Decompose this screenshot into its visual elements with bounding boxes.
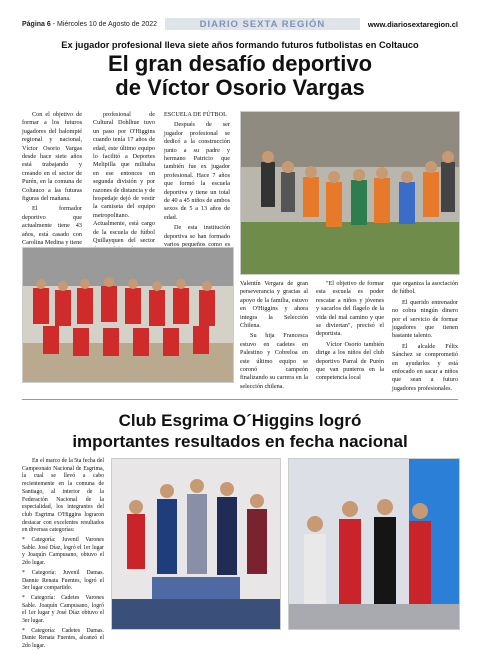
paragraph: Víctor Osorio también dirige a los niños del club deportivo Parral de Purén que van punteros en la competencia local [316, 340, 384, 382]
date-line: - Miércoles 10 de Agosto de 2022 [52, 20, 158, 28]
page-header [22, 13, 458, 35]
article1-column-6 [392, 280, 458, 393]
headline-line-2: de Víctor Osorio Vargas [115, 75, 365, 100]
paragraph: El querido entrenador no cobra ningún dinero por el servicio de formar jugadores que tienen bastante talento. [392, 298, 458, 340]
fencing-podium-photo [111, 458, 281, 630]
fencing-medalists-photo-image [289, 459, 459, 629]
team-photo-top [240, 111, 460, 275]
article1-column-3 [164, 111, 230, 258]
result-item: * Categoría: Juvenil Damas. Dannie Renata Fuentes, logró el 3er lugar compartido. [22, 569, 104, 592]
fencing-medalists-photo [288, 458, 460, 630]
paragraph: que organiza la asociación de fútbol. [392, 280, 458, 296]
masthead-band [165, 18, 360, 30]
headline-line-1: Club Esgrima O´Higgins logró [118, 411, 362, 430]
article1-column-2 [93, 111, 155, 254]
paragraph: El formador deportivo que actualmente tiene 43 años, está casado con Carolina Medina y tiene [22, 205, 82, 247]
paragraph: De esta institución deportiva se han formado varios pequeños como es [164, 224, 230, 249]
paragraph: El alcalde Félix Sánchez se comprometió en ayudarlos y está enfocado en sacar a niños que sean a futuro jugadores profesionales. [392, 342, 458, 392]
team-photo-left [22, 247, 234, 383]
team-photo-top-image [241, 112, 459, 274]
article2-headline [22, 410, 458, 452]
article-headline [22, 52, 458, 100]
fencing-podium-photo-image [112, 459, 280, 629]
article1-column-5 [316, 280, 384, 383]
page-date [22, 21, 157, 28]
headline-line-1: El gran desafío deportivo [107, 51, 373, 76]
article1-column-1 [22, 111, 82, 264]
paragraph: Con el objetivo de formar a los futuros jugadores del balompié regional y nacional, Víctor Osorio Vargas desde hace siete años está trabajando y creando en el sector de Purén, en la comuna de Coltauco a las futuras figuras del mañana. [22, 111, 82, 203]
paragraph: ESCUELA DE FÚTBOL [164, 111, 227, 118]
paragraph: Su hija Francesca estuvo en cadetes en Palestino y Cobreloa en este último equipo se coronó campeón finalizando su carrera en la selección chilena. [240, 332, 308, 390]
result-item: * Categoría: Cadetes Varones Sable. Joaquín Campusano, logró el 1er lugar y José Díaz obtuvo el 3er lugar. [22, 594, 104, 625]
result-item: * Categoría: Cadetes Damas. Danie Renata Fuentes, alcanzó el 2do lugar. [22, 627, 104, 650]
paragraph: Valentín Vergara de gran perseverancia y gracias al apoyo de la familia, estuvo en O'Higgins y ahora integra la Selección Chilena. [240, 280, 308, 330]
page-number: Página 6 [22, 20, 51, 28]
team-photo-left-image [23, 248, 233, 382]
article1-column-4 [240, 280, 308, 391]
masthead-title: DIARIO SEXTA REGIÓN [199, 18, 326, 30]
paragraph: Después de ser jugador profesional se dedicó a la construcción junto a su padre y hermano Patricio que también fue ex jugador profesional. Hace 7 años que formó la escuela deportiva y tiene un total de 40 a 45 niños de ambos sexos de 5 a 13 años de edad. [164, 121, 230, 221]
site-url[interactable]: www.diariosextaregion.cl [367, 19, 458, 29]
paragraph: "El objetivo de formar esta escuela es poder rescatar a niños y jóvenes y sacarlos del flagelo de la vida del mal camino y que se diviertan", precisó el deportista. [316, 280, 384, 338]
result-item: * Categoría: Juvenil Varones Sable. José Díaz, logró el 1er lugar y Joaquín Campusano, obtuvo el 2do lugar. [22, 537, 104, 567]
headline-line-2: importantes resultados en fecha nacional [72, 432, 408, 451]
article-kicker: Ex jugador profesional lleva siete años formando futuros futbolistas en Coltauco [61, 40, 419, 50]
paragraph: profesional de Cultural Dohlhue tuvo un paso por O'Higgins cuando tenía 17 años de edad, este último equipo lo facilitó a Deportes Melipilla que militaba en ese entonces en segunda división y por razones de distancia y de hospedaje dejó de vestir la camiseta del equipo metropolitano. Actualmente, está cargo de la escuela de fútbol Quillayquen del sector [93, 111, 155, 245]
article2-column [22, 458, 104, 651]
section-divider [22, 399, 458, 400]
paragraph: En el marco de la 5ta fecha del Campeonato Nacional de Esgrima, la cual se llevó a cabo recientemente en la comuna de Santiago, al interior de la Federación Nacional de la especialidad, los integrantes del club Esgrima O'Higgins lograron destacar con excelentes resultados en diversas categorías: [22, 458, 104, 534]
